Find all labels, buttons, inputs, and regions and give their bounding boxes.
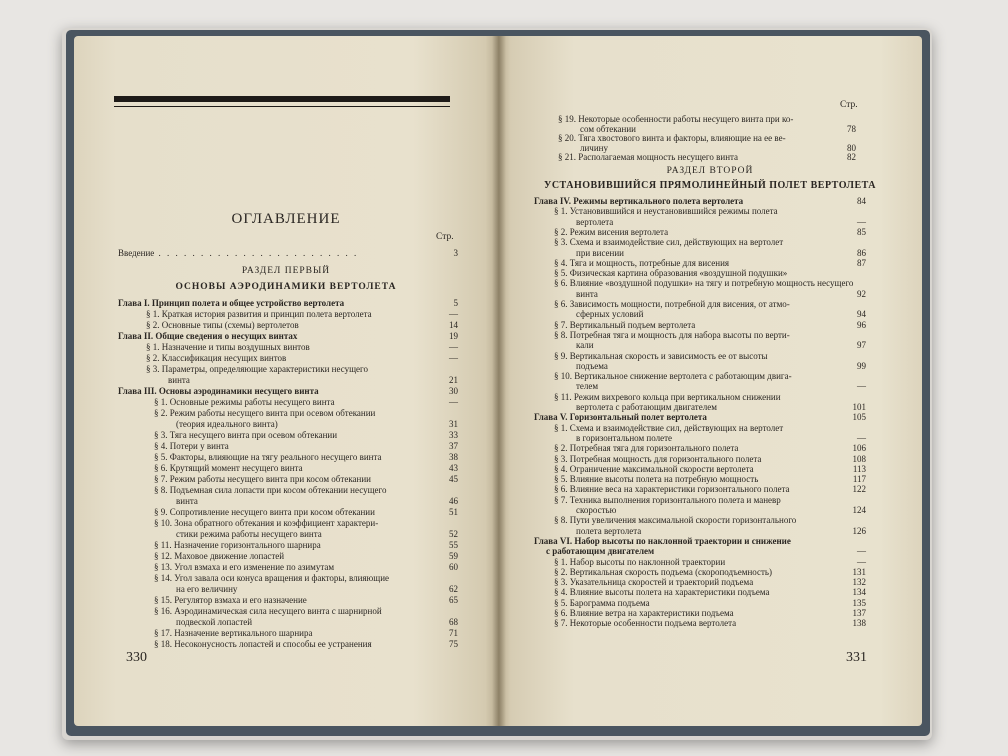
intro-page: 3	[453, 248, 458, 258]
toc-page-number: 124	[852, 505, 866, 515]
toc-page-number: —	[857, 546, 866, 557]
toc-entry: § 4. Влияние высоты полета на характеристики подъема	[554, 587, 770, 598]
left-page	[74, 36, 498, 726]
section-label: РАЗДЕЛ ВТОРОЙ	[666, 166, 754, 176]
toc-chapter: Глава V. Горизонтальный полет вертолета	[534, 412, 707, 423]
toc-page-number: 92	[857, 288, 866, 299]
toc-entry: § 20. Тяга хвостового винта и факторы, влияющие на ее ве-	[558, 133, 786, 143]
toc-chapter: Глава III. Основы аэродинамики несущего винта	[118, 386, 319, 396]
toc-chapter: Глава VI. Набор высоты по наклонной траектории и снижение	[534, 535, 791, 546]
toc-page-number: 55	[449, 540, 458, 550]
toc-entry: § 6. Влияние веса на характеристики горизонтального полета	[554, 484, 790, 495]
toc-entry: § 7. Некоторые особенности подъема вертолета	[554, 618, 737, 629]
toc-page-number: 52	[449, 529, 458, 539]
toc-page-number: 59	[449, 551, 458, 561]
toc-entry: § 9. Сопротивление несущего винта при косом обтекании	[154, 507, 375, 517]
toc-page-number: —	[857, 381, 866, 392]
toc-page-number: 117	[852, 474, 866, 485]
toc-chapter: с работающим двигателем	[546, 546, 655, 557]
toc-page-number: 43	[449, 463, 458, 473]
toc-title: ОГЛАВЛЕНИЕ	[231, 211, 341, 227]
toc-page-number: 37	[449, 441, 458, 451]
top-rule	[114, 96, 450, 102]
toc-page-number: 138	[852, 618, 866, 629]
toc-page-number: 135	[852, 597, 866, 608]
toc-page-number: 105	[852, 412, 866, 423]
toc-entry: § 2. Режим висения вертолета	[554, 226, 669, 237]
toc-entry: телем	[576, 381, 599, 392]
toc-entry: § 2. Основные типы (схемы) вертолетов	[146, 320, 299, 330]
toc-page-number: 33	[449, 430, 458, 440]
toc-entry: сферных условий	[576, 309, 644, 320]
toc-entry: винта	[176, 496, 198, 506]
toc-entry: § 2. Классификация несущих винтов	[146, 353, 287, 363]
toc-entry: личину	[580, 142, 608, 153]
intro-entry: Введение . . . . . . . . . . . . . . . . . . . . . . . .	[118, 248, 359, 258]
toc-page-number: 80	[847, 142, 856, 153]
toc-entry: стики режима работы несущего винта	[176, 529, 322, 539]
toc-page-number: 137	[852, 608, 866, 618]
toc-page-number: 71	[449, 628, 458, 638]
toc-entry: § 8. Подъемная сила лопасти при косом обтекании несущего	[154, 485, 387, 495]
toc-entry: § 14. Угол завала оси конуса вращения и факторы, влияющие	[154, 573, 390, 583]
toc-entry: сом обтекании	[580, 123, 636, 134]
toc-entry: § 11. Режим вихревого кольца при вертикальном снижении	[554, 391, 781, 402]
toc-page-number: 134	[852, 587, 866, 598]
toc-entry: § 15. Регулятор взмаха и его назначение	[154, 595, 307, 605]
toc-page-number: 101	[852, 402, 866, 412]
page-number: 331	[846, 650, 867, 665]
toc-entry: § 13. Угол взмаха и его изменение по азимутам	[154, 562, 335, 572]
toc-entry: § 1. Установившийся и неустановившийся режимы полета	[554, 206, 778, 217]
toc-entry: на его величину	[176, 584, 238, 594]
toc-entry: при висении	[576, 247, 624, 258]
toc-chapter: Глава IV. Режимы вертикального полета вертолета	[534, 196, 744, 206]
toc-entry: § 1. Схема и взаимодействие сил, действующих на вертолет	[554, 422, 784, 433]
toc-page-number: 45	[449, 474, 458, 484]
toc-page-number: 126	[852, 525, 866, 536]
toc-page-number: 108	[852, 453, 866, 464]
toc-page-number: 68	[449, 617, 458, 627]
toc-entry: скоростью	[576, 505, 617, 515]
toc-page-number: 97	[857, 340, 866, 351]
toc-entry: § 7. Режим работы несущего винта при косом обтекании	[154, 474, 371, 484]
page-column-label: Стр.	[840, 100, 858, 110]
toc-entry: § 4. Ограничение максимальной скорости вертолета	[554, 463, 754, 474]
toc-entry: § 3. Параметры, определяющие характеристики несущего	[146, 364, 368, 374]
toc-page-number: —	[857, 556, 866, 567]
toc-entry: § 10. Зона обратного обтекания и коэффициент характери-	[154, 518, 379, 528]
toc-entry: § 10. Вертикальное снижение вертолета с работающим двига-	[554, 371, 792, 382]
toc-page-number: 106	[852, 443, 866, 454]
toc-page-number: 78	[847, 123, 856, 134]
toc-entry: подвеской лопастей	[176, 617, 253, 627]
toc-page-number: —	[449, 342, 458, 352]
toc-entry: § 19. Некоторые особенности работы несущего винта при ко-	[558, 114, 794, 124]
toc-entry: § 11. Назначение горизонтального шарнира	[154, 540, 321, 550]
toc-entry: § 3. Указательница скоростей и траекторий подъема	[554, 577, 754, 588]
toc-page-number: 75	[449, 639, 458, 649]
toc-entry: § 18. Несоконусность лопастей и способы ее устранения	[154, 639, 372, 649]
toc-page-number: 60	[449, 562, 458, 572]
toc-entry: § 7. Техника выполнения горизонтального полета и маневр	[554, 494, 781, 505]
toc-page-number: —	[449, 397, 458, 407]
toc-page-number: 87	[857, 257, 866, 268]
toc-page-number: —	[449, 309, 458, 319]
section-title: ОСНОВЫ АЭРОДИНАМИКИ ВЕРТОЛЕТА	[175, 282, 397, 292]
toc-entry: § 3. Схема и взаимодействие сил, действующих на вертолет	[554, 237, 784, 248]
toc-page-number: 19	[449, 331, 458, 341]
toc-page-number: 131	[852, 566, 866, 577]
toc-page-number: 14	[449, 320, 458, 330]
toc-entry: винта	[576, 288, 598, 299]
toc-entry: § 5. Факторы, влияющие на тягу реального несущего винта	[154, 452, 382, 462]
toc-entry: § 2. Режим работы несущего винта при осевом обтекании	[154, 408, 376, 418]
toc-page-number: 51	[449, 507, 458, 517]
toc-page-number: 62	[449, 584, 458, 594]
toc-entry: вертолета с работающим двигателем	[576, 402, 717, 412]
toc-entry: кали	[576, 340, 594, 351]
toc-page-number: 113	[852, 463, 866, 474]
toc-entry: § 4. Тяга и мощность, потребные для висения	[554, 257, 730, 268]
toc-entry: § 5. Барограмма подъема	[554, 597, 650, 608]
toc-page-number: 94	[857, 309, 866, 320]
toc-entry: (теория идеального винта)	[176, 419, 278, 429]
toc-entry: § 8. Пути увеличения максимальной скорости горизонтального	[554, 515, 797, 526]
toc-entry: § 1. Назначение и типы воздушных винтов	[146, 342, 310, 352]
page-number: 330	[126, 650, 147, 665]
toc-entry: § 6. Зависимость мощности, потребной для висения, от атмо-	[554, 299, 790, 309]
toc-entry: § 7. Вертикальный подъем вертолета	[554, 319, 696, 330]
toc-entry: § 5. Влияние высоты полета на потребную мощность	[554, 474, 759, 485]
book-gutter	[492, 36, 506, 726]
toc-entry: в горизонтальном полете	[576, 432, 673, 443]
toc-page-number: 86	[857, 247, 866, 258]
toc-entry: § 16. Аэродинамическая сила несущего винта с шарнирной	[154, 606, 382, 616]
toc-entry: полета вертолета	[576, 525, 642, 536]
toc-page-number: —	[857, 432, 866, 443]
toc-page-number: 5	[453, 298, 458, 308]
toc-page-number: 46	[449, 496, 458, 506]
toc-page-number: 85	[857, 226, 866, 237]
toc-entry: § 6. Крутящий момент несущего винта	[154, 463, 303, 473]
toc-page-number: —	[857, 216, 866, 227]
toc-entry: § 3. Потребная мощность для горизонтального полета	[554, 453, 762, 464]
toc-entry: подъема	[576, 360, 608, 371]
toc-entry: § 17. Назначение вертикального шарнира	[154, 628, 313, 638]
toc-page-number: 132	[852, 577, 866, 588]
toc-entry: § 5. Физическая картина образования «воздушной подушки»	[554, 268, 788, 279]
toc-page-number: 82	[847, 152, 856, 162]
toc-entry: § 6. Влияние ветра на характеристики подъема	[554, 608, 734, 618]
top-rule-thin	[114, 106, 450, 107]
toc-page-number: 30	[449, 386, 458, 396]
toc-entry: вертолета	[576, 216, 614, 227]
section-title: УСТАНОВИВШИЙСЯ ПРЯМОЛИНЕЙНЫЙ ПОЛЕТ ВЕРТОЛЕТА	[543, 180, 877, 191]
toc-entry: § 8. Потребная тяга и мощность для набора высоты по верти-	[554, 329, 790, 340]
toc-page-number: 122	[852, 484, 866, 495]
page-column-label: Стр.	[436, 232, 454, 242]
toc-entry: § 1. Основные режимы работы несущего винта	[154, 397, 335, 407]
toc-page-number: 96	[857, 319, 866, 330]
toc-entry: § 4. Потери у винта	[154, 441, 229, 451]
toc-page-number: 21	[449, 375, 458, 385]
toc-entry: § 9. Вертикальная скорость и зависимость ее от высоты	[554, 350, 768, 361]
toc-chapter: Глава II. Общие сведения о несущих винтах	[118, 331, 298, 341]
toc-entry: § 1. Краткая история развития и принцип полета вертолета	[146, 309, 372, 319]
toc-entry: § 3. Тяга несущего винта при осевом обтекании	[154, 430, 338, 440]
toc-entry: § 2. Вертикальная скорость подъема (скороподъемность)	[554, 566, 773, 577]
toc-page-number: 31	[449, 419, 458, 429]
toc-entry: § 1. Набор высоты по наклонной траектории	[554, 556, 726, 567]
right-page	[498, 36, 922, 726]
toc-entry: § 6. Влияние «воздушной подушки» на тягу и потребную мощность несущего	[554, 278, 854, 289]
toc-page-number: 84	[857, 196, 866, 206]
toc-entry: § 12. Маховое движение лопастей	[154, 551, 285, 561]
toc-entry: § 2. Потребная тяга для горизонтального полета	[554, 443, 739, 454]
toc-page-number: 65	[449, 595, 458, 605]
toc-page-number: 99	[857, 360, 866, 371]
toc-page-number: —	[449, 353, 458, 363]
section-label: РАЗДЕЛ ПЕРВЫЙ	[241, 266, 331, 276]
toc-chapter: Глава I. Принцип полета и общее устройство вертолета	[118, 298, 345, 308]
toc-page-number: 38	[449, 452, 458, 462]
toc-entry: винта	[168, 375, 190, 385]
toc-entry: § 21. Располагаемая мощность несущего винта	[558, 152, 739, 162]
